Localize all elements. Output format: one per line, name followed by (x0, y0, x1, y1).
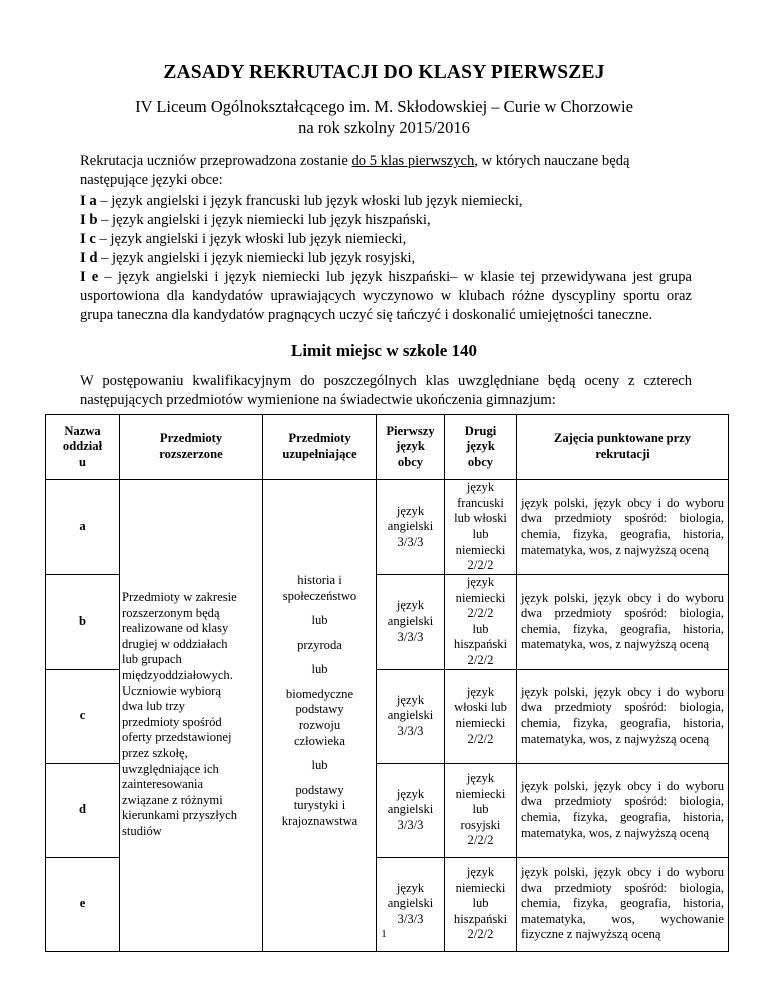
rozszerzone-line: Przedmioty w zakresie (122, 590, 237, 604)
uzupelniajace-line (265, 749, 374, 758)
uzupelniajace-line: przyroda (297, 637, 342, 652)
cell-line: język (466, 865, 495, 880)
uzupelniajace-line (265, 678, 374, 687)
uzupelniajace-line: społeczeństwo (282, 588, 357, 603)
class-item-e (80, 268, 692, 325)
cell-line: lub włoski (454, 511, 507, 526)
qualification-note: W postępowaniu kwalifikacyjnym do poszczególnych klas uwzględniane będą oceny z czterech następujących przedmiotów wymienione na świadectwie ukończenia gimnazjum: (80, 373, 692, 408)
cell-line: 2/2/2 (467, 652, 494, 667)
rozszerzone-line: międzyoddziałowych. (122, 667, 233, 682)
header-oddzial: Nazwa oddział u (46, 415, 120, 480)
class-desc: – język angielski i język niemiecki lub język hiszpański– w klasie tej przewidywana jest grupa usportowiona dla kandydatów uprawiających wyczynowo w klubach różne dyscypliny sportu oraz grupa taneczna dla kandydatów pragnących uczyć się tańczyć i doskonalić umiejętności taneczne. (80, 269, 692, 323)
cell-line: 2/2/2 (467, 606, 494, 621)
zajecia-cell: język polski, język obcy i do wyboru dwa przedmioty spośród: biologia, chemia, fizyka, geografia, historia, matematyka, wos, z najwyższą oceną (517, 669, 729, 763)
zajecia-cell: język polski, język obcy i do wyboru dwa przedmioty spośród: biologia, chemia, fizyka, geografia, historia, matematyka, wos, z najwyższą oceną (517, 575, 729, 670)
rozszerzone-line: oferty przedstawionej (122, 730, 232, 745)
rozszerzone-line: drugiej w oddziałach (122, 636, 228, 651)
rozszerzone-line: Uczniowie wybiorą (122, 683, 221, 698)
cell-line: 3/3/3 (397, 911, 424, 926)
recruitment-table (45, 414, 729, 952)
cell-line: język (396, 692, 425, 707)
uzupelniajace-line: rozwoju (298, 718, 341, 733)
cell-line: język (396, 880, 425, 895)
cell-line: 3/3/3 (397, 817, 424, 832)
rozszerzone-line: kierunkami przyszłych (122, 808, 238, 823)
second-language-cell (445, 480, 517, 575)
row-label: a (46, 480, 120, 575)
limit-heading: Limit miejsc w szkole 140 (290, 341, 478, 360)
cell-line: język (396, 503, 425, 518)
cell-line: angielski (387, 519, 434, 534)
zajecia-cell: język polski, język obcy i do wyboru dwa przedmioty spośród: biologia, chemia, fizyka, geografia, historia, matematyka, wos, wychowanie fizyczne z najwyższą oceną (517, 857, 729, 951)
rozszerzone-text (122, 590, 260, 840)
cell-line: lub (472, 621, 489, 636)
cell-line: 2/2/2 (467, 833, 494, 848)
header-rozszerzone: Przedmioty rozszerzone (120, 415, 263, 480)
cell-line: 3/3/3 (397, 629, 424, 644)
cell-line: niemiecki (455, 542, 506, 557)
rozszerzone-line: przedmioty spośród (122, 714, 222, 729)
rozszerzone-line: dwa lub trzy (122, 699, 185, 714)
class-code: I a (80, 193, 97, 209)
uzupelniajace-line (265, 629, 374, 638)
class-item-c (80, 230, 692, 249)
class-desc: – język angielski i język francuski lub język włoski lub język niemiecki, (96, 193, 523, 209)
cell-line: hiszpański (453, 911, 508, 926)
first-language-cell (377, 669, 445, 763)
uzupelniajace-line (265, 604, 374, 613)
uzupelniajace-line: historia i (297, 572, 342, 587)
uzupelniajace-line: krajoznawstwa (281, 814, 358, 829)
cell-line: włoski lub (454, 700, 507, 715)
cell-line: angielski (387, 613, 434, 628)
zajecia-cell: język polski, język obcy i do wyboru dwa przedmioty spośród: biologia, chemia, fizyka, geografia, historia, matematyka, wos, z najwyższą oceną (517, 480, 729, 575)
cell-line: lub (472, 802, 489, 817)
class-desc: – język angielski i język niemiecki lub język hiszpański, (97, 212, 431, 228)
cell-line: 2/2/2 (467, 731, 494, 746)
rozszerzone-line: przez szkołę, (122, 745, 188, 760)
page-title: ZASADY REKRUTACJI DO KLASY PIERWSZEJ (163, 62, 605, 83)
row-label: d (46, 763, 120, 857)
uzupelniajace-line: turystyki i (293, 798, 346, 813)
cell-line: 2/2/2 (467, 558, 494, 573)
intro-after: , w których nauczane będą następujące języki obce: (80, 153, 630, 188)
uzupelniajace-line: lub (311, 758, 328, 773)
header-zajecia: Zajęcia punktowane przy rekrutacji (517, 415, 729, 480)
class-desc: – język angielski i język niemiecki lub język rosyjski, (97, 250, 416, 266)
cell-line: 2/2/2 (467, 927, 494, 942)
cell-line: język (466, 480, 495, 495)
cell-line: język (396, 786, 425, 801)
uzupelniajace-line: lub (311, 613, 328, 628)
rozszerzone-line: lub grupach (122, 652, 182, 667)
cell-line: lub (472, 527, 489, 541)
class-desc: – język angielski i język włoski lub język niemiecki, (95, 231, 407, 247)
page-number: 1 (381, 928, 387, 940)
cell-line: niemiecki (455, 590, 506, 605)
subtitle-line-2: na rok szkolny 2015/2016 (298, 118, 470, 137)
class-code: I d (80, 250, 98, 266)
rozszerzone-line: studiów (122, 823, 162, 838)
class-item-d (80, 249, 692, 268)
first-language-cell (377, 763, 445, 857)
rozszerzone-line: realizowane od klasy (122, 621, 229, 636)
first-language-cell (377, 480, 445, 575)
second-language-cell (445, 763, 517, 857)
row-label: b (46, 575, 120, 670)
uzupelniajace-line: lub (311, 662, 328, 677)
header-drugi-jezyk: Drugi język obcy (445, 415, 517, 480)
cell-line: niemiecki (455, 716, 506, 731)
class-code: I c (80, 231, 96, 247)
cell-line: niemiecki (455, 786, 506, 801)
cell-line: angielski (387, 708, 434, 723)
cell-line: język (466, 575, 495, 589)
intro-underlined: do 5 klas pierwszych (351, 153, 475, 169)
rozszerzone-line: rozszerzonym będą (122, 605, 220, 620)
cell-line: język (466, 684, 495, 699)
uzupelniajace-line: podstawy (295, 782, 344, 797)
cell-line: 3/3/3 (397, 723, 424, 738)
second-language-cell (445, 575, 517, 670)
row-label: e (46, 857, 120, 951)
cell-line: niemiecki (455, 880, 506, 895)
zajecia-cell: język polski, język obcy i do wyboru dwa przedmioty spośród: biologia, chemia, fizyka, geografia, historia, matematyka, wos, z najwyższą oceną (517, 763, 729, 857)
cell-line: język (396, 598, 425, 613)
cell-line: lub (472, 896, 489, 911)
class-item-a (80, 192, 692, 211)
row-label: c (46, 669, 120, 763)
cell-line: rosyjski (460, 817, 501, 832)
uzupelniajace-text (265, 573, 374, 830)
class-item-b (80, 211, 692, 230)
cell-line: francuski (457, 495, 504, 510)
cell-line: angielski (387, 896, 434, 911)
header-pierwszy-jezyk: Pierwszy język obcy (377, 415, 445, 480)
header-uzupelniajace: Przedmioty uzupełniające (263, 415, 377, 480)
table-row (46, 480, 729, 575)
uzupelniajace-line (265, 653, 374, 662)
uzupelniajace-line (265, 774, 374, 783)
second-language-cell (445, 669, 517, 763)
subtitle-line-1: IV Liceum Ogólnokształcącego im. M. Skłodowskiej – Curie w Chorzowie (135, 97, 633, 116)
cell-line: hiszpański (453, 637, 508, 652)
cell-line: 3/3/3 (397, 534, 424, 549)
page-subtitle (0, 96, 768, 138)
uzupelniajace-line: człowieka (293, 733, 346, 748)
rozszerzone-line: uwzględniające ich (122, 761, 219, 776)
rozszerzone-line: zainteresowania (122, 777, 204, 792)
uzupelniajace-line: podstawy (295, 702, 344, 717)
rozszerzone-cell (120, 480, 263, 952)
class-code: I e (80, 269, 99, 285)
intro-before: Rekrutacja uczniów przeprowadzona zostanie (80, 153, 352, 169)
class-code: I b (80, 212, 98, 228)
table-header-row (46, 415, 729, 480)
cell-line: angielski (387, 802, 434, 817)
rozszerzone-line: związane z różnymi (122, 792, 223, 807)
first-language-cell (377, 575, 445, 670)
class-list (80, 192, 692, 325)
uzupelniajace-line: biomedyczne (285, 686, 354, 701)
intro-paragraph (80, 152, 692, 190)
cell-line: język (466, 771, 495, 786)
uzupelniajace-cell (263, 480, 377, 952)
